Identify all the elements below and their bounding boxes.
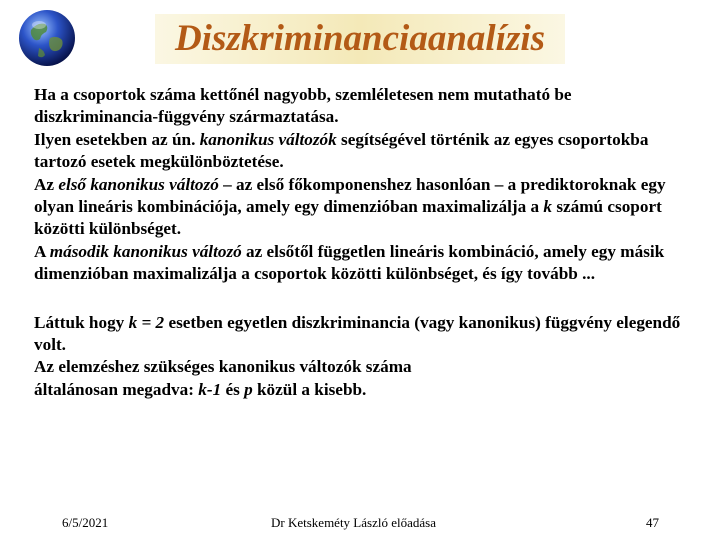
text-run: Ha a csoportok száma kettőnél nagyobb, szemléletesen nem mutatható be diszkriminancia-függvény származtatása. bbox=[34, 85, 572, 127]
term-masodik-kanonikus: második kanonikus változó bbox=[49, 241, 242, 261]
footer-date: 6/5/2021 bbox=[62, 515, 109, 530]
paragraph-4 bbox=[34, 241, 699, 286]
paragraph-3 bbox=[34, 174, 699, 241]
term-elso-kanonikus: első kanonikus változó bbox=[58, 174, 219, 194]
text-run: Láttuk hogy bbox=[34, 312, 129, 332]
term-kanonikus-valtozok: kanonikus változók bbox=[199, 129, 337, 149]
formula-k-2: k = 2 bbox=[128, 312, 165, 332]
paragraph-2 bbox=[34, 129, 699, 174]
text-run: Az elemzéshez szükséges kanonikus változók száma bbox=[34, 357, 412, 377]
paragraph-6 bbox=[34, 356, 699, 378]
title-band bbox=[155, 14, 565, 64]
paragraph-7 bbox=[34, 379, 699, 401]
spacer bbox=[34, 286, 699, 312]
formula-k-1: k-1 bbox=[198, 379, 222, 399]
slide-title: Diszkriminanciaanalízis bbox=[174, 18, 546, 59]
text-run: közül a kisebb. bbox=[252, 379, 367, 399]
text-run: és bbox=[221, 379, 245, 399]
text-run: Ilyen esetekben az ún. bbox=[34, 129, 200, 149]
var-k: k bbox=[543, 197, 553, 217]
paragraph-5 bbox=[34, 312, 699, 357]
text-run: – az első főkomponenshez hasonlóan – a prediktoroknak egy olyan lineáris kombinációja, amely egy dimenzióban maximalizálja a bbox=[34, 174, 666, 217]
text-run: A bbox=[34, 241, 50, 261]
text-run: általánosan megadva: bbox=[34, 379, 199, 399]
paragraph-1 bbox=[34, 84, 699, 129]
page-number: 47 bbox=[646, 515, 659, 530]
text-run: Az bbox=[34, 174, 59, 194]
text-run: számú csoport közötti különbséget. bbox=[34, 197, 662, 239]
text-run: esetben egyetlen diszkriminancia (vagy kanonikus) függvény elegendő volt. bbox=[34, 312, 681, 355]
var-p: p bbox=[244, 379, 253, 399]
text-run: az elsőtől független lineáris kombináció, amely egy másik dimenzióban maximalizálja a csoportok közötti különbséget, és így tovább ... bbox=[34, 241, 665, 284]
slide-body bbox=[34, 84, 699, 401]
globe-icon bbox=[17, 8, 77, 68]
text-run: segítségével történik az egyes csoportokba tartozó esetek megkülönböztetése. bbox=[34, 129, 649, 172]
footer-author: Dr Ketskeméty László előadása bbox=[271, 515, 436, 530]
